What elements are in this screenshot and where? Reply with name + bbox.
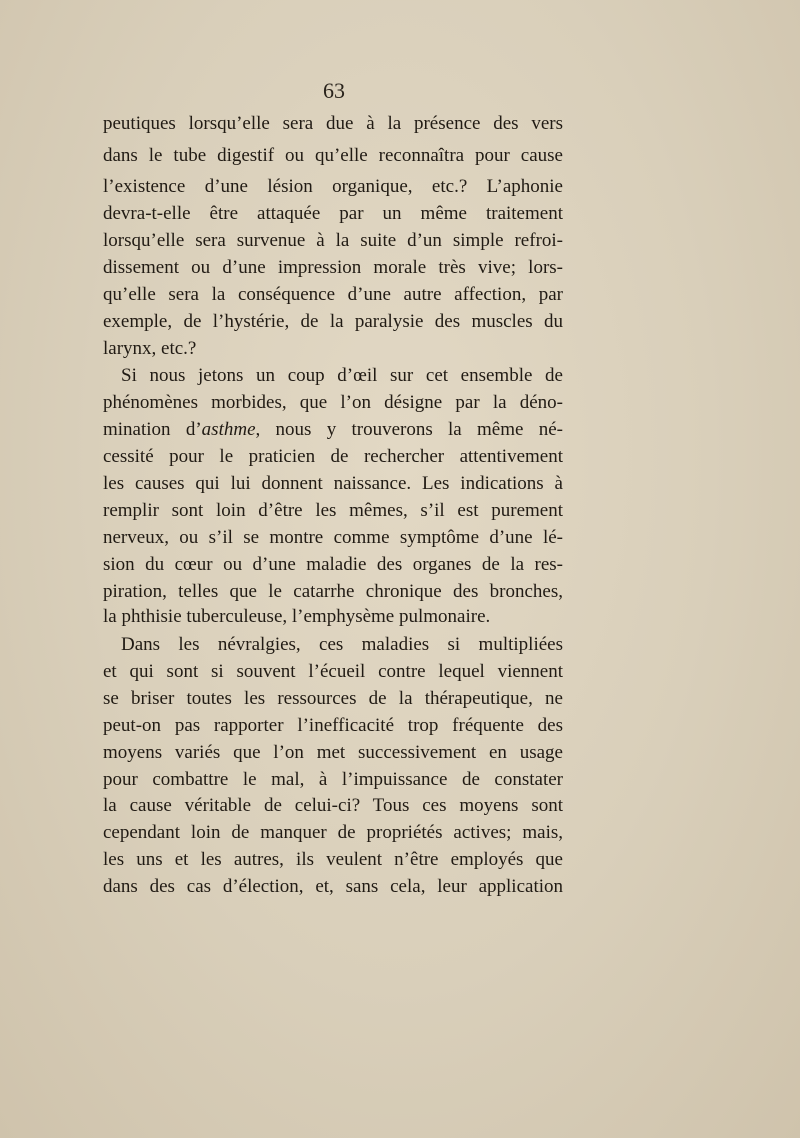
text-line: et qui sont si souvent l’écueil contre lequel viennent [103,661,563,682]
text-line: exemple, de l’hystérie, de la paralysie des muscles du [103,311,563,332]
text-line: sion du cœur ou d’une maladie des organes de la res- [103,554,563,575]
page-number: 63 [323,78,345,103]
text-line: Si nous jetons un coup d’œil sur cet ensemble de [121,365,563,386]
text-segment: mination d’ [103,419,202,440]
text-line: cessité pour le praticien de rechercher attentivement [103,446,563,467]
text-line: dissement ou d’une impression morale très vive; lors- [103,257,563,278]
text-line: se briser toutes les ressources de la thérapeutique, ne [103,688,563,709]
text-line: moyens variés que l’on met successivement en usage [103,742,563,763]
text-line: pour combattre le mal, à l’impuissance de constater [103,769,563,790]
text-line: lorsqu’elle sera survenue à la suite d’un simple refroi- [103,230,563,251]
text-line: dans le tube digestif ou qu’elle reconnaîtra pour cause [103,145,563,166]
text-line: Dans les névralgies, ces maladies si multipliées [121,634,563,655]
text-line: dans des cas d’élection, et, sans cela, leur application [103,876,563,897]
text-line: les causes qui lui donnent naissance. Les indications à [103,473,563,494]
text-line: nerveux, ou s’il se montre comme symptôme d’une lé- [103,527,563,548]
text-line: cependant loin de manquer de propriétés actives; mais, [103,822,563,843]
text-line: larynx, etc.? [103,338,197,359]
text-line: la cause véritable de celui-ci? Tous ces moyens sont [103,795,563,816]
text-line-asthme [103,417,563,443]
text-line: qu’elle sera la conséquence d’une autre affection, par [103,284,563,305]
text-segment: , nous y trouverons la même né- [255,419,563,440]
text-line: les uns et les autres, ils veulent n’être employés que [103,849,563,870]
text-line: remplir sont loin d’être les mêmes, s’il est purement [103,500,563,521]
text-line: phénomènes morbides, que l’on désigne par la déno- [103,392,563,413]
text-line: peut-on pas rapporter l’inefficacité trop fréquente des [103,715,563,736]
text-line: la phthisie tuberculeuse, l’emphysème pulmonaire. [103,606,491,627]
italic-term: asthme [201,419,256,440]
text-line: devra-t-elle être attaquée par un même traitement [103,203,563,224]
text-line: piration, telles que le catarrhe chronique des bronches, [103,581,563,602]
text-line: l’existence d’une lésion organique, etc.? L’aphonie [103,176,563,197]
text-line: peutiques lorsqu’elle sera due à la présence des vers [103,113,563,134]
